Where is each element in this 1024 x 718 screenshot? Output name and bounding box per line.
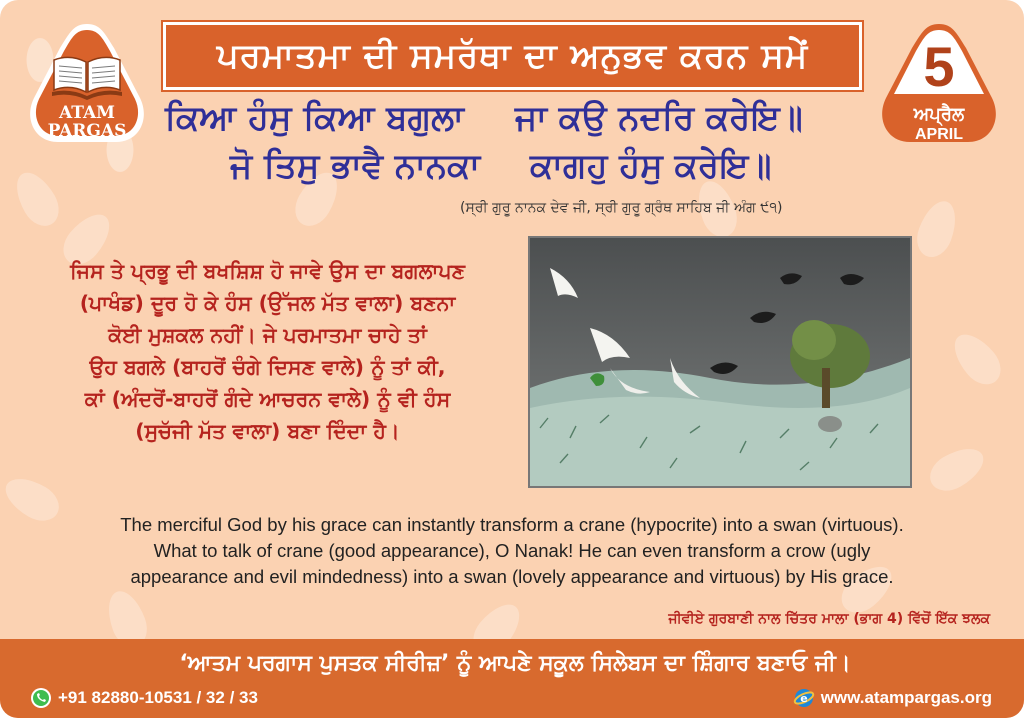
page-title: ਪਰਮਾਤਮਾ ਦੀ ਸਮਰੱਥਾ ਦਾ ਅਨੁਭਵ ਕਰਨ ਸਮੇਂ [216, 36, 809, 76]
whatsapp-icon [30, 687, 52, 709]
phone-number: +91 82880-10531 / 32 / 33 [58, 688, 258, 707]
explanation-pa-line: ਕੋਈ ਮੁਸ਼ਕਲ ਨਹੀਂ। ਜੇ ਪਰਮਾਤਮਾ ਚਾਹੇ ਤਾਂ [108, 323, 427, 347]
explanation-punjabi [30, 255, 505, 447]
swan-crane-crow-illustration [528, 236, 912, 488]
explanation-pa-line: (ਸੁਚੱਜੀ ਮੱਤ ਵਾਲਾ) ਬਣਾ ਦਿੰਦਾ ਹੈ। [135, 419, 400, 443]
verse-line-2-part-b: ਕਾਗਹੁ ਹੰਸੁ ਕਰੇਇ॥ [530, 146, 772, 186]
leaf-decoration [923, 440, 990, 498]
footer-slogan: ‘ਆਤਮ ਪਰਗਾਸ ਪੁਸਤਕ ਸੀਰੀਜ਼’ ਨੂੰ ਆਪਣੇ ਸਕੂਲ ਸਿਲੇਬਸ ਦਾ ਸ਼ਿੰਗਾਰ ਬਣਾਓ ਜੀ। [179, 651, 851, 676]
explanation-en-line: What to talk of crane (good appearance), O Nanak! He can even transform a crow (ugly [153, 540, 871, 561]
leaf-decoration [945, 326, 1008, 392]
website-url: www.atampargas.org [820, 688, 992, 707]
verse-source: (ਸ੍ਰੀ ਗੁਰੂ ਨਾਨਕ ਦੇਵ ਜੀ, ਸ੍ਰੀ ਗੁਰੂ ਗ੍ਰੰਥ ਸਾਹਿਬ ਜੀ ਅੰਗ ੯੧) [460, 200, 783, 216]
title-banner [163, 22, 862, 90]
illustration-drawing [530, 238, 910, 486]
date-month-english: APRIL [915, 126, 963, 143]
atam-pargas-logo [22, 18, 152, 148]
footer-bar [0, 639, 1024, 718]
series-credit: ਜੀਵੀਏ ਗੁਰਬਾਣੀ ਨਾਲ ਚਿੱਤਰ ਮਾਲਾ (ਭਾਗ 4) ਵਿੱਚੋਂ ਇੱਕ ਝਲਕ [668, 611, 990, 627]
verse-line-2 [230, 146, 930, 186]
verse-line-2-part-a: ਜੋ ਤਿਸੁ ਭਾਵੈ ਨਾਨਕਾ [230, 146, 481, 186]
verse-line-1-part-b: ਜਾ ਕਉ ਨਦਰਿ ਕਰੇਇ॥ [515, 98, 803, 138]
date-badge [874, 18, 1004, 148]
explanation-english [40, 512, 984, 590]
leaf-decoration [911, 196, 963, 262]
explanation-pa-line: ਕਾਂ (ਅੰਦਰੋਂ-ਬਾਹਰੋਂ ਗੰਦੇ ਆਚਰਨ ਵਾਲੇ) ਨੂੰ ਵੀ ਹੰਸ [84, 387, 451, 411]
browser-icon [793, 687, 815, 709]
leaf-decoration [8, 165, 66, 232]
logo-text-pargas: PARGAS [47, 121, 127, 141]
explanation-en-line: The merciful God by his grace can instantly transform a crane (hypocrite) into a swan (virtuous). [120, 514, 904, 535]
date-month-punjabi: ਅਪ੍ਰੈਲ [913, 104, 965, 125]
verse-line-1-part-a: ਕਿਆ ਹੰਸੁ ਕਿਆ ਬਗੁਲਾ [165, 98, 464, 138]
phone-contact[interactable] [30, 687, 258, 709]
website-link[interactable] [793, 687, 992, 709]
explanation-en-line: appearance and evil mindedness) into a swan (lovely appearance and virtuous) by His grace. [130, 566, 894, 587]
date-day: 5 [923, 35, 955, 98]
explanation-pa-line: ਜਿਸ ਤੇ ਪ੍ਰਭੂ ਦੀ ਬਖਸ਼ਿਸ਼ ਹੋ ਜਾਵੇ ਉਸ ਦਾ ਬਗਲਾਪਣ [70, 259, 465, 283]
logo-text-atam: ATAM [59, 103, 115, 123]
verse-line-1 [165, 98, 865, 138]
svg-text:e: e [799, 692, 808, 705]
explanation-pa-line: ਉਹ ਬਗਲੇ (ਬਾਹਰੋਂ ਚੰਗੇ ਦਿਸਣ ਵਾਲੇ) ਨੂੰ ਤਾਂ ਕੀ, [89, 355, 446, 379]
explanation-pa-line: (ਪਾਖੰਡ) ਦੂਰ ਹੋ ਕੇ ਹੰਸ (ਉੱਜਲ ਮੱਤ ਵਾਲਾ) ਬਣਨਾ [79, 291, 456, 315]
